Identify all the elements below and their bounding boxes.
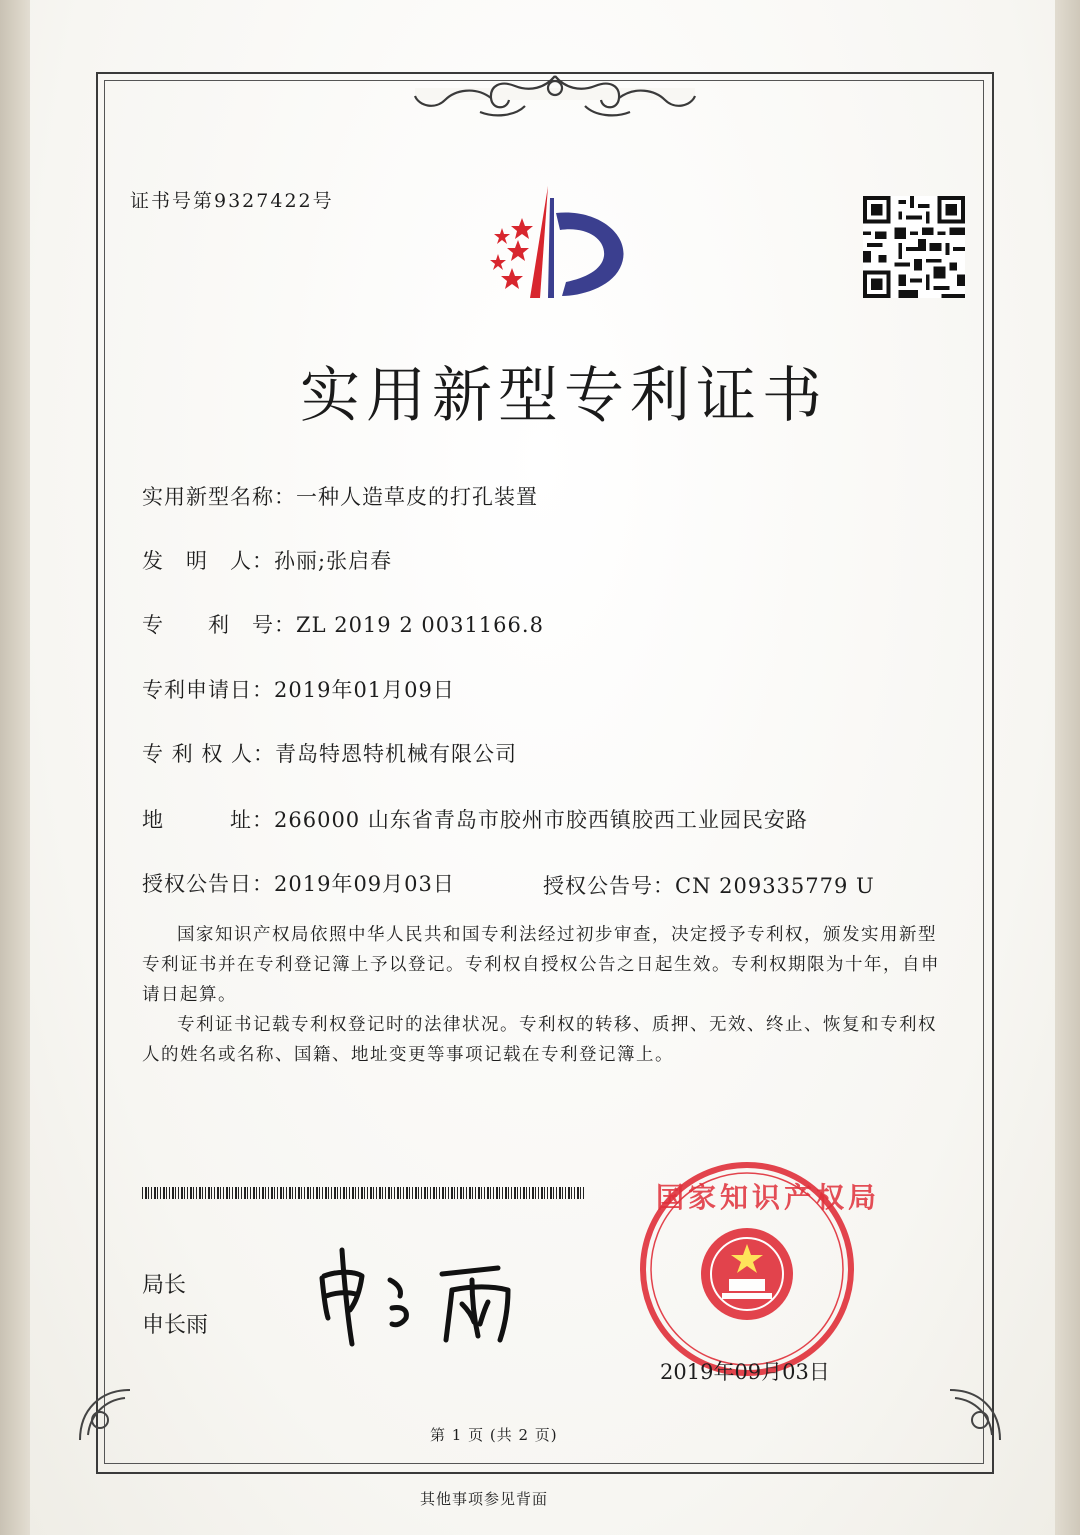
- top-ornament: [395, 66, 715, 130]
- inventor-label: 发 明 人：: [142, 549, 274, 573]
- field-grant-number: [543, 870, 875, 900]
- seal-text-ring: [636, 1158, 881, 1380]
- field-address: [142, 804, 808, 834]
- inventor-value: 孙丽;张启春: [274, 549, 393, 573]
- grant-date-label: 授权公告日：: [142, 872, 274, 896]
- field-inventor: [142, 545, 392, 575]
- patent-office-logo: [470, 178, 635, 303]
- seal-date: 2019年09月03日: [660, 1360, 830, 1384]
- corner-ornament-bottom-left: [70, 1380, 140, 1450]
- barcode: [142, 1187, 585, 1199]
- name-value: 一种人造草皮的打孔装置: [296, 485, 538, 509]
- filing-date-label: 专利申请日：: [142, 678, 274, 702]
- director-signature: [312, 1240, 542, 1350]
- patent-no-value: ZL 2019 2 0031166.8: [296, 613, 544, 637]
- patentee-value: 青岛特恩特机械有限公司: [275, 742, 518, 766]
- field-patent-number: [142, 609, 544, 639]
- certificate-number: 证书号第9327422号: [130, 190, 334, 212]
- paragraph-2: 专利证书记载专利权登记时的法律状况。专利权的转移、质押、无效、终止、恢复和专利权人的姓名或名称、国籍、地址变更等事项记载在专利登记簿上。: [142, 1015, 937, 1065]
- field-utility-model-name: [142, 481, 538, 511]
- address-label: 地 址：: [142, 808, 274, 832]
- patentee-label: 专 利 权 人：: [142, 742, 276, 766]
- legal-statement: [142, 920, 942, 1070]
- certificate-title: 实用新型专利证书: [300, 361, 828, 431]
- grant-no-label: 授权公告号：: [543, 874, 675, 898]
- field-grant-date: [142, 868, 455, 898]
- filing-date-value: 2019年01月09日: [274, 678, 455, 702]
- paragraph-1: 国家知识产权局依照中华人民共和国专利法经过初步审查，决定授予专利权，颁发实用新型专利证书并在专利登记簿上予以登记。专利权自授权公告之日起生效。专利权期限为十年，自申请日起算。: [142, 925, 940, 1005]
- director-name: 申长雨: [142, 1313, 209, 1338]
- patent-no-label: 专 利 号：: [142, 613, 296, 637]
- seal-text: 国家知识产权局: [656, 1181, 881, 1214]
- address-value: 266000 山东省青岛市胶州市胶西镇胶西工业园民安路: [274, 808, 808, 832]
- field-patentee: [142, 738, 517, 768]
- corner-ornament-bottom-right: [940, 1380, 1010, 1450]
- qr-code: [862, 196, 966, 298]
- back-note: 其他事项参见背面: [420, 1490, 549, 1508]
- grant-date-value: 2019年09月03日: [274, 872, 455, 896]
- grant-no-value: CN 209335779 U: [675, 874, 875, 898]
- director-title: 局长: [142, 1273, 187, 1298]
- field-filing-date: [142, 674, 455, 704]
- page-info: 第 1 页 (共 2 页): [430, 1426, 558, 1444]
- name-label: 实用新型名称：: [142, 485, 296, 509]
